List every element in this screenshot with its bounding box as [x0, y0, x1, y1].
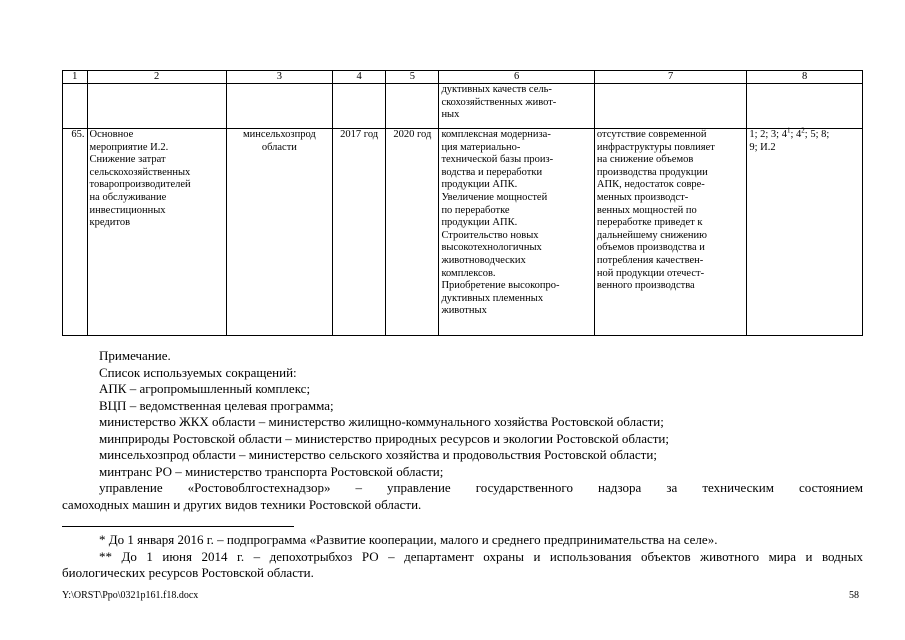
header-cell: 2	[87, 71, 226, 84]
table-row-65	[63, 129, 863, 336]
table-cell	[594, 84, 746, 129]
table-cell	[333, 84, 386, 129]
links-text: ; 4	[790, 129, 802, 140]
table-cell	[63, 84, 88, 129]
abbreviation-item: ВЦП – ведомственная целевая программа;	[99, 397, 334, 413]
measure-cell: Основное мероприятие И.2. Снижение затрат сельскохозяйственных товаропроизводителей на обслуживание инвестиционных кредитов	[87, 129, 226, 336]
footnote-separator	[62, 526, 294, 527]
result-cell: комплексная модерниза- ция материально- технической базы произ- водства и переработки продукции АПК. Увеличение мощностей по переработке продукции АПК. Строительство новых высокотехнологичных животноводческих комплексов. Приобретение высокопро- дуктивных племенных животных	[439, 129, 594, 336]
header-cell: 6	[439, 71, 594, 84]
abbreviation-item: АПК – агропромышленный комплекс;	[99, 381, 311, 396]
table-cell	[87, 84, 226, 129]
end-year-cell: 2020 год	[386, 129, 439, 336]
abbreviation-item: управление «Ростовоблгостехнадзор» – управление государственного надзора за техническим состоянием	[99, 480, 863, 495]
header-cell: 1	[63, 71, 88, 84]
file-path: Y:\ORST\Ppo\0321p161.f18.docx	[62, 590, 199, 601]
notes-section	[62, 348, 863, 513]
abbreviation-item: министерство ЖКХ области – министерство жилищно-коммунального хозяйства Ростовской области;	[99, 414, 664, 429]
table-cell	[386, 84, 439, 129]
superscript: 1	[786, 126, 791, 135]
table-header-row	[63, 71, 863, 84]
table-cell	[747, 84, 863, 129]
measures-table	[62, 70, 863, 336]
header-cell: 7	[594, 71, 746, 84]
start-year-cell: 2017 год	[333, 129, 386, 336]
footnote-2-continuation: биологических ресурсов Ростовской области.	[62, 565, 314, 580]
notes-intro: Список используемых сокращений:	[99, 364, 297, 380]
abbreviation-item: минприроды Ростовской области – министерство природных ресурсов и экологии Ростовской области;	[99, 430, 669, 446]
executor-cell: минсельхозпрод области	[226, 129, 332, 336]
footnotes-section	[62, 532, 863, 582]
header-cell: 3	[226, 71, 332, 84]
consequence-cell: отсутствие современной инфраструктуры повлияет на снижение объемов производства продукции АПК, недостаток совре- менных производст- венных мощностей по переработке приведет к дальнейшему снижению объемов производства и потребления качествен- ной продукции отечест- венного производства	[594, 129, 746, 336]
table-row-continuation	[63, 84, 863, 129]
superscript: 2	[801, 126, 805, 135]
header-cell: 8	[747, 71, 863, 84]
header-cell: 4	[333, 71, 386, 84]
result-cell: дуктивных качеств сель- скохозяйственных живот- ных	[439, 84, 594, 129]
notes-title: Примечание.	[99, 348, 171, 363]
table-cell	[226, 84, 332, 129]
links-text: 1; 2; 3; 4	[749, 129, 787, 140]
links-text: ; 5; 8; 9; И.2	[749, 129, 830, 153]
abbreviation-item: минсельхозпрод области – министерство сельского хозяйства и продовольствия Ростовской области;	[99, 447, 657, 462]
page-number: 58	[849, 590, 859, 601]
header-cell: 5	[386, 71, 439, 84]
links-cell	[747, 126, 863, 336]
footnote-1: * До 1 января 2016 г. – подпрограмма «Развитие кооперации, малого и среднего предпринимательства на селе».	[99, 532, 718, 547]
row-number: 65.	[63, 129, 88, 336]
abbreviation-item-continuation: самоходных машин и других видов техники Ростовской области.	[62, 496, 422, 512]
footnote-2: ** До 1 июня 2014 г. – депохотрыбхоз РО – департамент охраны и использования объектов животного мира и водных	[99, 548, 863, 564]
abbreviation-item: минтранс РО – министерство транспорта Ростовской области;	[99, 463, 444, 479]
